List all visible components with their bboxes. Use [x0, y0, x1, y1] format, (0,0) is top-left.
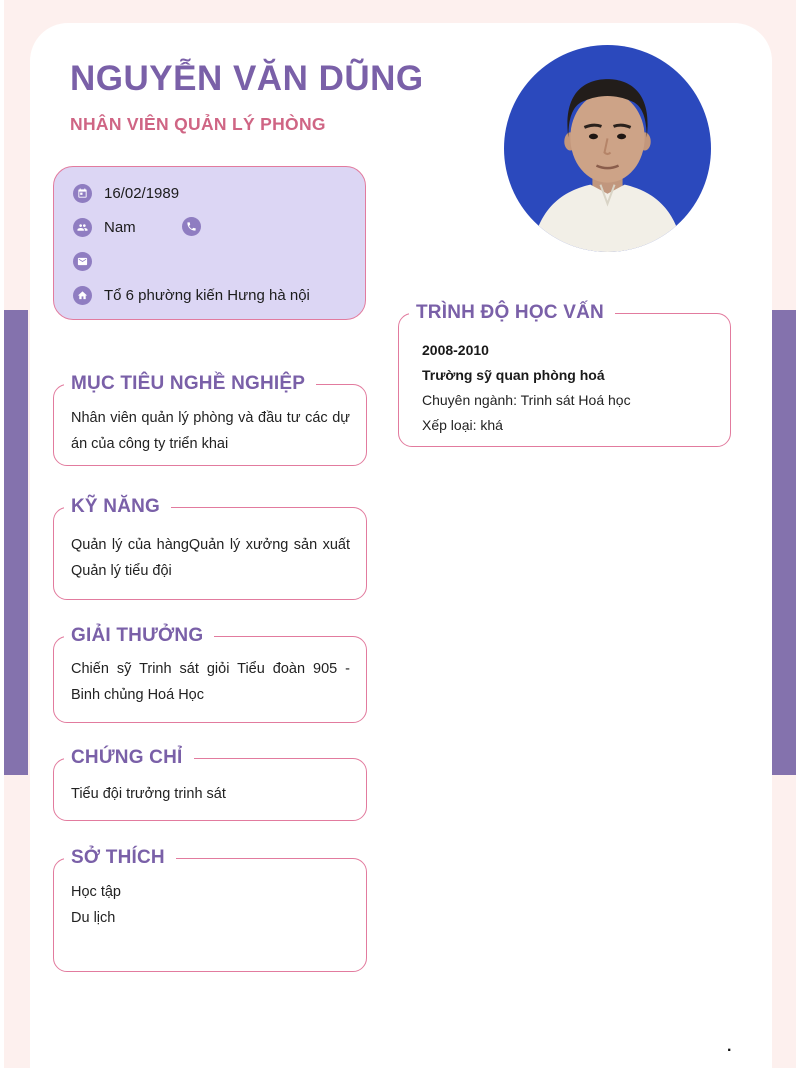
- gender-value: Nam: [104, 218, 136, 236]
- section-hobbies: [53, 847, 367, 972]
- candidate-name: NGUYỄN VĂN DŨNG: [70, 59, 424, 98]
- section-hobbies-title: SỞ THÍCH: [64, 844, 176, 871]
- section-education-box: [398, 313, 731, 447]
- education-grade: Xếp loại: khá: [422, 417, 503, 433]
- left-accent-bar: [4, 310, 28, 775]
- certificates-content: Tiểu đội trưởng trinh sát: [71, 786, 226, 802]
- cv-card: [30, 23, 772, 1068]
- section-hobbies-box: [53, 858, 367, 972]
- phone-icon: [182, 217, 201, 236]
- section-certificates: [53, 747, 367, 821]
- section-skills-box: [53, 507, 367, 600]
- section-skills: [53, 496, 367, 600]
- section-education-title: TRÌNH ĐỘ HỌC VẤN: [409, 299, 615, 326]
- section-objective-title: MỤC TIÊU NGHỀ NGHIỆP: [64, 370, 316, 397]
- section-education: [398, 302, 731, 447]
- gender-icon: [73, 218, 92, 237]
- section-certificates-title: CHỨNG CHỈ: [64, 744, 194, 771]
- stray-dot: .: [727, 1038, 732, 1055]
- education-period: 2008-2010: [422, 342, 489, 358]
- profile-photo: [504, 45, 711, 252]
- education-school: Trường sỹ quan phòng hoá: [422, 367, 605, 383]
- skills-content: Quản lý của hàngQuản lý xưởng sản xuất Quản lý tiểu đội: [71, 537, 350, 579]
- candidate-job-title: NHÂN VIÊN QUẢN LÝ PHÒNG: [70, 114, 326, 134]
- contact-row-gender-phone: [73, 210, 351, 244]
- contact-row-email: [73, 244, 351, 278]
- right-accent-bar: [771, 310, 796, 775]
- address-value: Tổ 6 phường kiến Hưng hà nội: [104, 286, 310, 304]
- awards-content: Chiến sỹ Trinh sát giỏi Tiểu đoàn 905 - Binh chủng Hoá Học: [71, 661, 350, 703]
- education-major: Chuyên ngành: Trinh sát Hoá học: [422, 392, 631, 408]
- section-awards-title: GIẢI THƯỞNG: [64, 622, 214, 649]
- hobby-item: Học tập: [71, 884, 121, 900]
- contact-info-box: [53, 166, 366, 320]
- contact-row-address: [73, 278, 351, 312]
- mail-icon: [73, 252, 92, 271]
- section-awards: [53, 625, 367, 723]
- section-skills-title: KỸ NĂNG: [64, 493, 171, 520]
- home-icon: [73, 286, 92, 305]
- hobby-item: Du lịch: [71, 910, 116, 926]
- birth-date-value: 16/02/1989: [104, 184, 180, 202]
- section-objective: [53, 373, 367, 466]
- objective-content: Nhân viên quản lý phòng và đầu tư các dự án của công ty triển khai: [71, 410, 350, 452]
- section-awards-box: [53, 636, 367, 723]
- calendar-icon: [73, 184, 92, 203]
- contact-row-birthdate: [73, 176, 351, 210]
